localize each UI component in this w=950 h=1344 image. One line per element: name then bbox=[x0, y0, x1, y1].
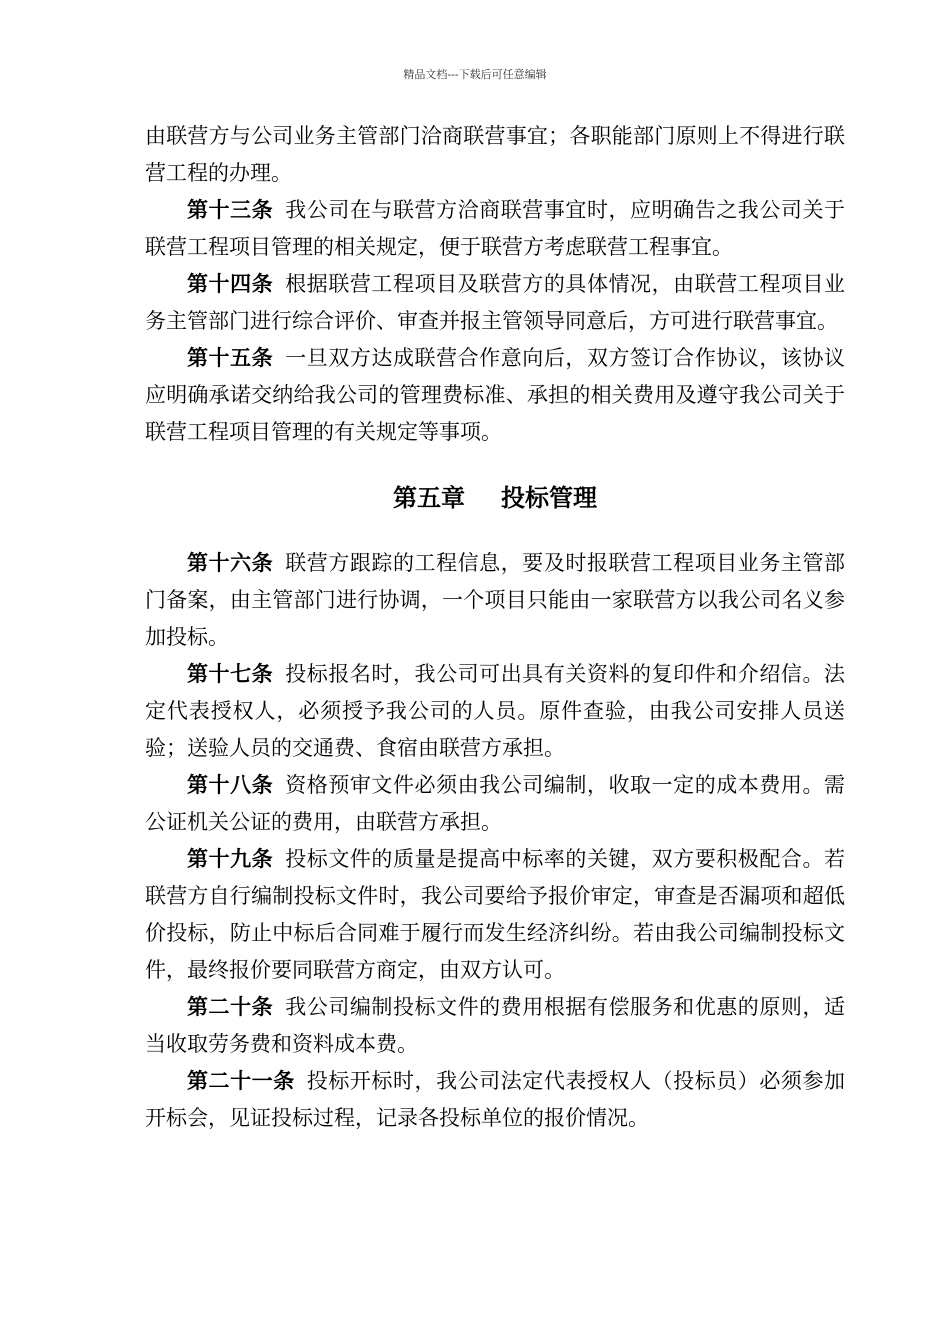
article-number: 第十五条 bbox=[187, 346, 274, 370]
article-20 bbox=[145, 989, 845, 1063]
article-number: 第二十条 bbox=[187, 995, 274, 1019]
article-number: 第十八条 bbox=[187, 773, 274, 797]
article-21 bbox=[145, 1063, 845, 1137]
article-number: 第二十一条 bbox=[187, 1069, 295, 1093]
paragraph-text: 由联营方与公司业务主管部门洽商联营事宜；各职能部门原则上不得进行联营工程的办理。 bbox=[145, 124, 845, 185]
article-text: 投标开标时，我公司法定代表授权人（投标员）必须参加开标会，见证投标过程，记录各投标单位的报价情况。 bbox=[145, 1069, 846, 1130]
article-text: 我公司编制投标文件的费用根据有偿服务和优惠的原则，适当收取劳务费和资料成本费。 bbox=[145, 995, 846, 1056]
article-15 bbox=[145, 340, 845, 451]
article-number: 第十九条 bbox=[187, 847, 274, 871]
article-text: 根据联营工程项目及联营方的具体情况，由联营工程项目业务主管部门进行综合评价、审查并报主管领导同意后，方可进行联营事宜。 bbox=[145, 272, 846, 333]
article-14 bbox=[145, 266, 845, 340]
chapter-heading bbox=[145, 478, 845, 518]
chapter-title: 投标管理 bbox=[501, 484, 597, 512]
article-number: 第十六条 bbox=[187, 551, 274, 575]
article-text: 我公司在与联营方洽商联营事宜时，应明确告之我公司关于联营工程项目管理的相关规定，便于联营方考虑联营工程事宜。 bbox=[145, 198, 846, 259]
article-number: 第十三条 bbox=[187, 198, 274, 222]
article-number: 第十四条 bbox=[187, 272, 274, 296]
article-19 bbox=[145, 841, 845, 989]
paragraph-continuation bbox=[145, 118, 845, 192]
article-17 bbox=[145, 656, 845, 767]
article-13 bbox=[145, 192, 845, 266]
article-text: 投标报名时，我公司可出具有关资料的复印件和介绍信。法定代表授权人，必须授予我公司的人员。原件查验，由我公司安排人员送验；送验人员的交通费、食宿由联营方承担。 bbox=[145, 662, 846, 760]
article-18 bbox=[145, 767, 845, 841]
page-header: 精品文档---下载后可任意编辑 bbox=[403, 68, 547, 81]
article-number: 第十七条 bbox=[187, 662, 274, 686]
article-text: 一旦双方达成联营合作意向后，双方签订合作协议，该协议应明确承诺交纳给我公司的管理费标准、承担的相关费用及遵守我公司关于联营工程项目管理的有关规定等事项。 bbox=[145, 346, 846, 444]
article-16 bbox=[145, 545, 845, 656]
article-text: 联营方跟踪的工程信息，要及时报联营工程项目业务主管部门备案，由主管部门进行协调，一个项目只能由一家联营方以我公司名义参加投标。 bbox=[145, 551, 846, 649]
article-text: 资格预审文件必须由我公司编制，收取一定的成本费用。需公证机关公证的费用，由联营方承担。 bbox=[145, 773, 846, 834]
chapter-number: 第五章 bbox=[393, 484, 465, 512]
article-text: 投标文件的质量是提高中标率的关键，双方要积极配合。若联营方自行编制投标文件时，我公司要给予报价审定，审查是否漏项和超低价投标，防止中标后合同难于履行而发生经济纠纷。若由我公司编制投标文件，最终报价要同联营方商定，由双方认可。 bbox=[145, 847, 846, 982]
document-body bbox=[145, 118, 845, 1137]
